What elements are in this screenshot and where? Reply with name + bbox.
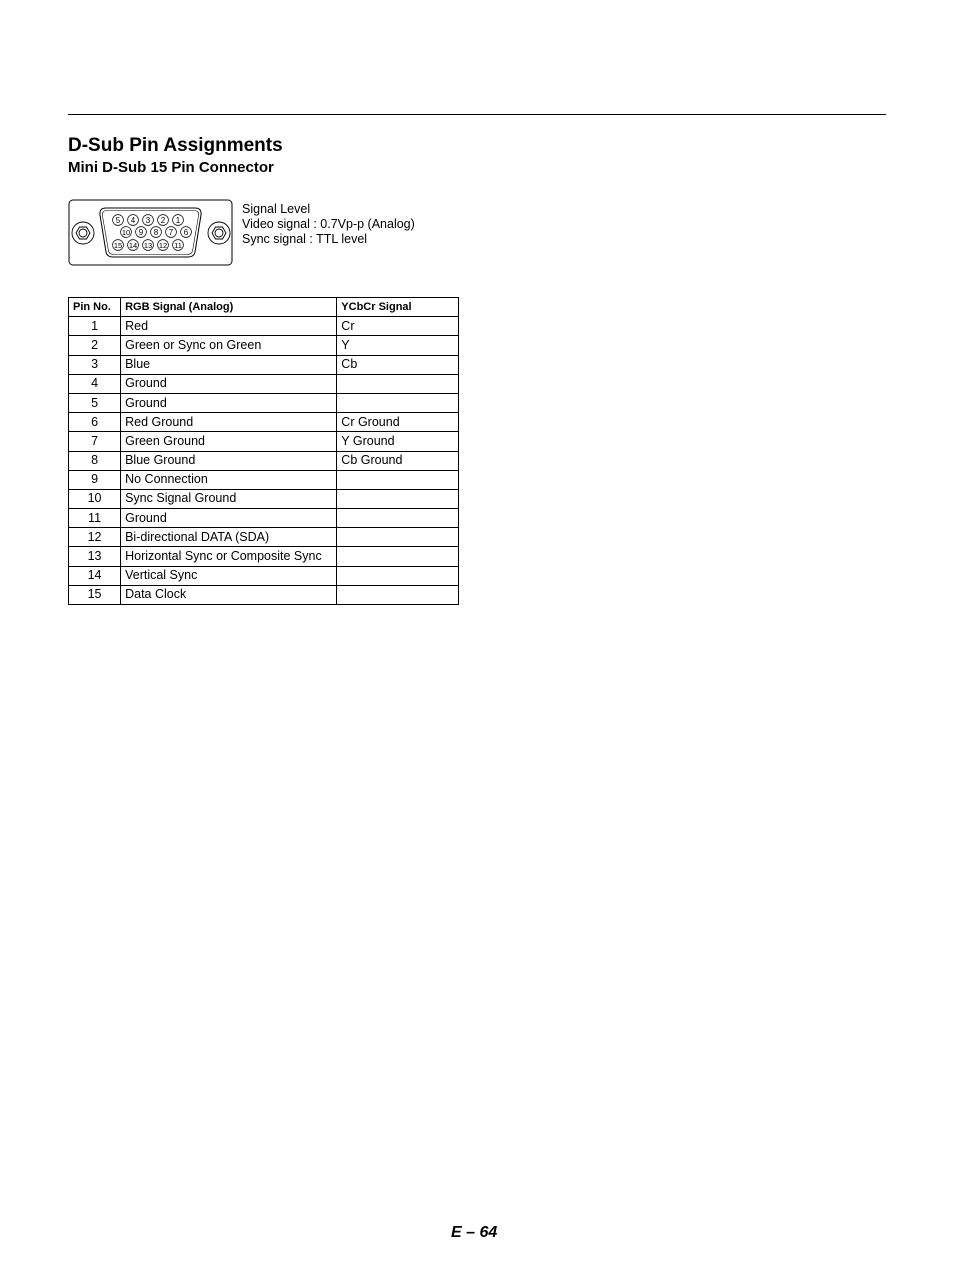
ycbcr-signal — [337, 374, 459, 393]
ycbcr-signal — [337, 547, 459, 566]
pin-6-label: 6 — [183, 228, 189, 237]
rgb-signal: Ground — [121, 393, 337, 412]
pin-number: 1 — [69, 317, 121, 336]
pin-number: 8 — [69, 451, 121, 470]
pin-7-label: 7 — [168, 228, 174, 237]
rgb-signal: No Connection — [121, 470, 337, 489]
rgb-signal: Blue — [121, 355, 337, 374]
table-header-row — [69, 298, 459, 317]
signal-level-heading: Signal Level — [242, 202, 311, 216]
table-row — [69, 547, 459, 566]
pin-8-label: 8 — [153, 228, 159, 237]
sync-signal-spec: Sync signal : TTL level — [242, 232, 368, 246]
right-screw-icon — [208, 222, 230, 244]
pin-13-label: 13 — [143, 241, 153, 250]
ycbcr-signal — [337, 470, 459, 489]
pin-number: 6 — [69, 413, 121, 432]
ycbcr-signal: Cr Ground — [337, 413, 459, 432]
video-signal-spec: Video signal : 0.7Vp-p (Analog) — [242, 217, 415, 231]
ycbcr-signal: Cb — [337, 355, 459, 374]
top-rule — [68, 114, 886, 115]
ycbcr-signal — [337, 528, 459, 547]
ycbcr-signal: Cb Ground — [337, 451, 459, 470]
pin-number: 12 — [69, 528, 121, 547]
rgb-signal: Green or Sync on Green — [121, 336, 337, 355]
section-subtitle: Mini D-Sub 15 Pin Connector — [68, 159, 274, 176]
pin-1-label: 1 — [175, 216, 181, 225]
page-title: D-Sub Pin Assignments — [68, 135, 283, 156]
table-row — [69, 374, 459, 393]
page-number: E – 64 — [451, 1224, 498, 1241]
dsub-connector-diagram — [68, 199, 234, 267]
pin-11-label: 11 — [174, 241, 182, 250]
pin-number: 5 — [69, 393, 121, 412]
pin-15-label: 15 — [113, 241, 123, 250]
rgb-signal: Green Ground — [121, 432, 337, 451]
ycbcr-signal — [337, 509, 459, 528]
signal-level-notes — [242, 202, 415, 247]
ycbcr-signal — [337, 393, 459, 412]
table-row — [69, 317, 459, 336]
rgb-signal: Red — [121, 317, 337, 336]
table-row — [69, 509, 459, 528]
table-row — [69, 432, 459, 451]
table-row — [69, 413, 459, 432]
pin-number: 9 — [69, 470, 121, 489]
table-row — [69, 585, 459, 604]
pin-5-label: 5 — [115, 216, 121, 225]
header-pin-no: Pin No. — [69, 298, 121, 317]
pin-number: 11 — [69, 509, 121, 528]
pin-number: 3 — [69, 355, 121, 374]
header-ycbcr-signal: YCbCr Signal — [337, 298, 459, 317]
table-row — [69, 355, 459, 374]
ycbcr-signal: Cr — [337, 317, 459, 336]
left-screw-icon — [72, 222, 94, 244]
pin-number: 10 — [69, 489, 121, 508]
pin-10-label: 10 — [121, 228, 131, 237]
pin-number: 4 — [69, 374, 121, 393]
rgb-signal: Sync Signal Ground — [121, 489, 337, 508]
pin-number: 13 — [69, 547, 121, 566]
rgb-signal: Bi-directional DATA (SDA) — [121, 528, 337, 547]
pin-9-label: 9 — [138, 228, 144, 237]
pin-14-label: 14 — [128, 241, 138, 250]
rgb-signal: Ground — [121, 374, 337, 393]
ycbcr-signal: Y Ground — [337, 432, 459, 451]
table-row — [69, 393, 459, 412]
pin-number: 14 — [69, 566, 121, 585]
pin-3-label: 3 — [145, 216, 151, 225]
table-row — [69, 470, 459, 489]
ycbcr-signal: Y — [337, 336, 459, 355]
pin-number: 2 — [69, 336, 121, 355]
rgb-signal: Red Ground — [121, 413, 337, 432]
ycbcr-signal — [337, 489, 459, 508]
ycbcr-signal — [337, 585, 459, 604]
rgb-signal: Ground — [121, 509, 337, 528]
pin-12-label: 12 — [158, 241, 168, 250]
rgb-signal: Blue Ground — [121, 451, 337, 470]
pin-4-label: 4 — [130, 216, 136, 225]
header-rgb-signal: RGB Signal (Analog) — [121, 298, 337, 317]
rgb-signal: Vertical Sync — [121, 566, 337, 585]
table-row — [69, 566, 459, 585]
rgb-signal: Data Clock — [121, 585, 337, 604]
table-row — [69, 528, 459, 547]
rgb-signal: Horizontal Sync or Composite Sync — [121, 547, 337, 566]
table-row — [69, 489, 459, 508]
table-row — [69, 336, 459, 355]
pin-2-label: 2 — [160, 216, 166, 225]
table-row — [69, 451, 459, 470]
pin-number: 15 — [69, 585, 121, 604]
pin-number: 7 — [69, 432, 121, 451]
ycbcr-signal — [337, 566, 459, 585]
pin-assignment-table — [68, 297, 459, 605]
